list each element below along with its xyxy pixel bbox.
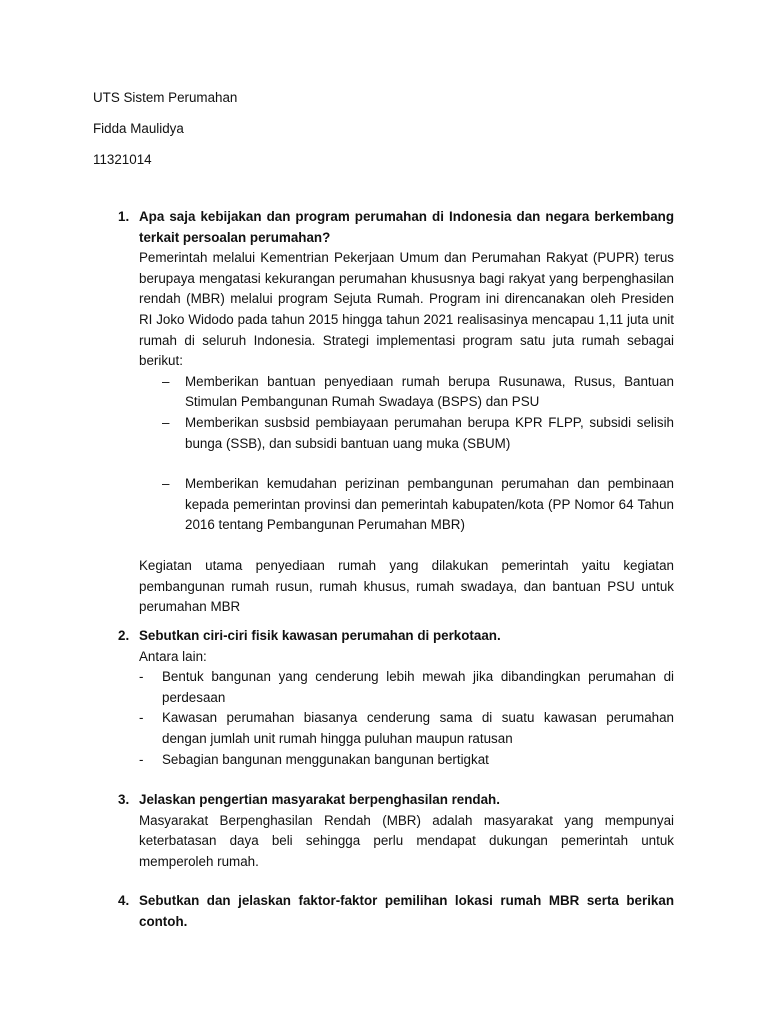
answer-paragraph: Masyarakat Berpenghasilan Rendah (MBR) adalah masyarakat yang mempunyai keterbatasan daya beli sehingga perlu mendapat dukungan pemerintah untuk memperoleh rumah. — [139, 812, 674, 869]
exam-title: UTS Sistem Perumahan — [93, 90, 238, 105]
question-number: 4. — [118, 893, 130, 908]
dash-bullet: - — [139, 669, 144, 685]
list-item-text: Kawasan perumahan biasanya cenderung sama di suatu kawasan perumahan dengan jumlah unit rumah hingga puluhan maupun ratusan — [162, 710, 674, 746]
list-item — [139, 667, 674, 708]
question-title: Sebutkan ciri-ciri fisik kawasan perumahan di perkotaan. — [139, 628, 501, 643]
list-item — [139, 474, 674, 536]
question-2 — [118, 626, 674, 770]
student-id: 11321014 — [93, 152, 152, 167]
list-item-text: Memberikan susbsid pembiayaan perumahan berupa KPR FLPP, subsidi selisih bunga (SSB), dan subsidi bantuan uang muka (SBUM) — [185, 414, 674, 451]
characteristics-list — [139, 667, 674, 770]
list-item — [139, 372, 674, 413]
question-1 — [118, 207, 674, 618]
list-item-text: Sebagian bangunan menggunakan bangunan bertigkat — [162, 751, 489, 767]
answer-paragraph: Pemerintah melalui Kementrian Pekerjaan Umum dan Perumahan Rakyat (PUPR) terus berupaya mengatasi kekurangan perumahan khususnya bagi rakyat yang berpenghasilan rendah (MBR) melalui program Sejuta Rumah. Program ini direncanakan oleh Presiden RI Joko Widodo pada tahun 2015 hingga tahun 2021 realisasinya mencapau 1,11 juta unit rumah di seluruh Indonesia. Strategi implementasi program satu juta rumah sebagai berikut: — [139, 250, 674, 369]
dash-bullet: – — [162, 414, 170, 430]
dash-bullet: – — [162, 373, 170, 389]
question-4 — [118, 891, 674, 932]
list-item-text: Memberikan kemudahan perizinan pembangunan perumahan dan pembinaan kepada pemerintan provinsi dan pemerintah kabupaten/kota (PP Nomor 64 Tahun 2016 tentang Pembangunan Perumahan MBR) — [185, 476, 674, 533]
list-item — [139, 708, 674, 749]
document-header — [93, 88, 237, 181]
question-number: 3. — [118, 792, 130, 807]
answer-paragraph: Kegiatan utama penyediaan rumah yang dilakukan pemerintah yaitu kegiatan pembangunan rumah rusun, rumah khusus, rumah swadaya, dan bantuan PSU untuk perumahan MBR — [139, 557, 674, 615]
answer-intro: Antara lain: — [139, 648, 207, 664]
question-3 — [118, 790, 674, 872]
question-title: Apa saja kebijakan dan program perumahan di Indonesia dan negara berkembang terkait persoalan perumahan? — [139, 209, 674, 245]
question-number: 1. — [118, 209, 130, 224]
list-item-text: Bentuk bangunan yang cenderung lebih mewah jika dibandingkan perumahan di perdesaan — [162, 669, 674, 705]
list-item-text: Memberikan bantuan penyediaan rumah berupa Rusunawa, Rusus, Bantuan Stimulan Pembangunan Rumah Swadaya (BSPS) dan PSU — [185, 373, 674, 410]
dash-bullet: - — [139, 751, 144, 767]
question-number: 2. — [118, 628, 130, 643]
strategy-list — [139, 372, 674, 536]
list-item — [139, 750, 674, 771]
question-title: Jelaskan pengertian masyarakat berpenghasilan rendah. — [139, 792, 500, 807]
dash-bullet: - — [139, 710, 144, 726]
dash-bullet: – — [162, 476, 170, 492]
list-item — [139, 413, 674, 454]
question-title: Sebutkan dan jelaskan faktor-faktor pemilihan lokasi rumah MBR serta berikan contoh. — [139, 893, 674, 929]
student-name: Fidda Maulidya — [93, 121, 184, 136]
